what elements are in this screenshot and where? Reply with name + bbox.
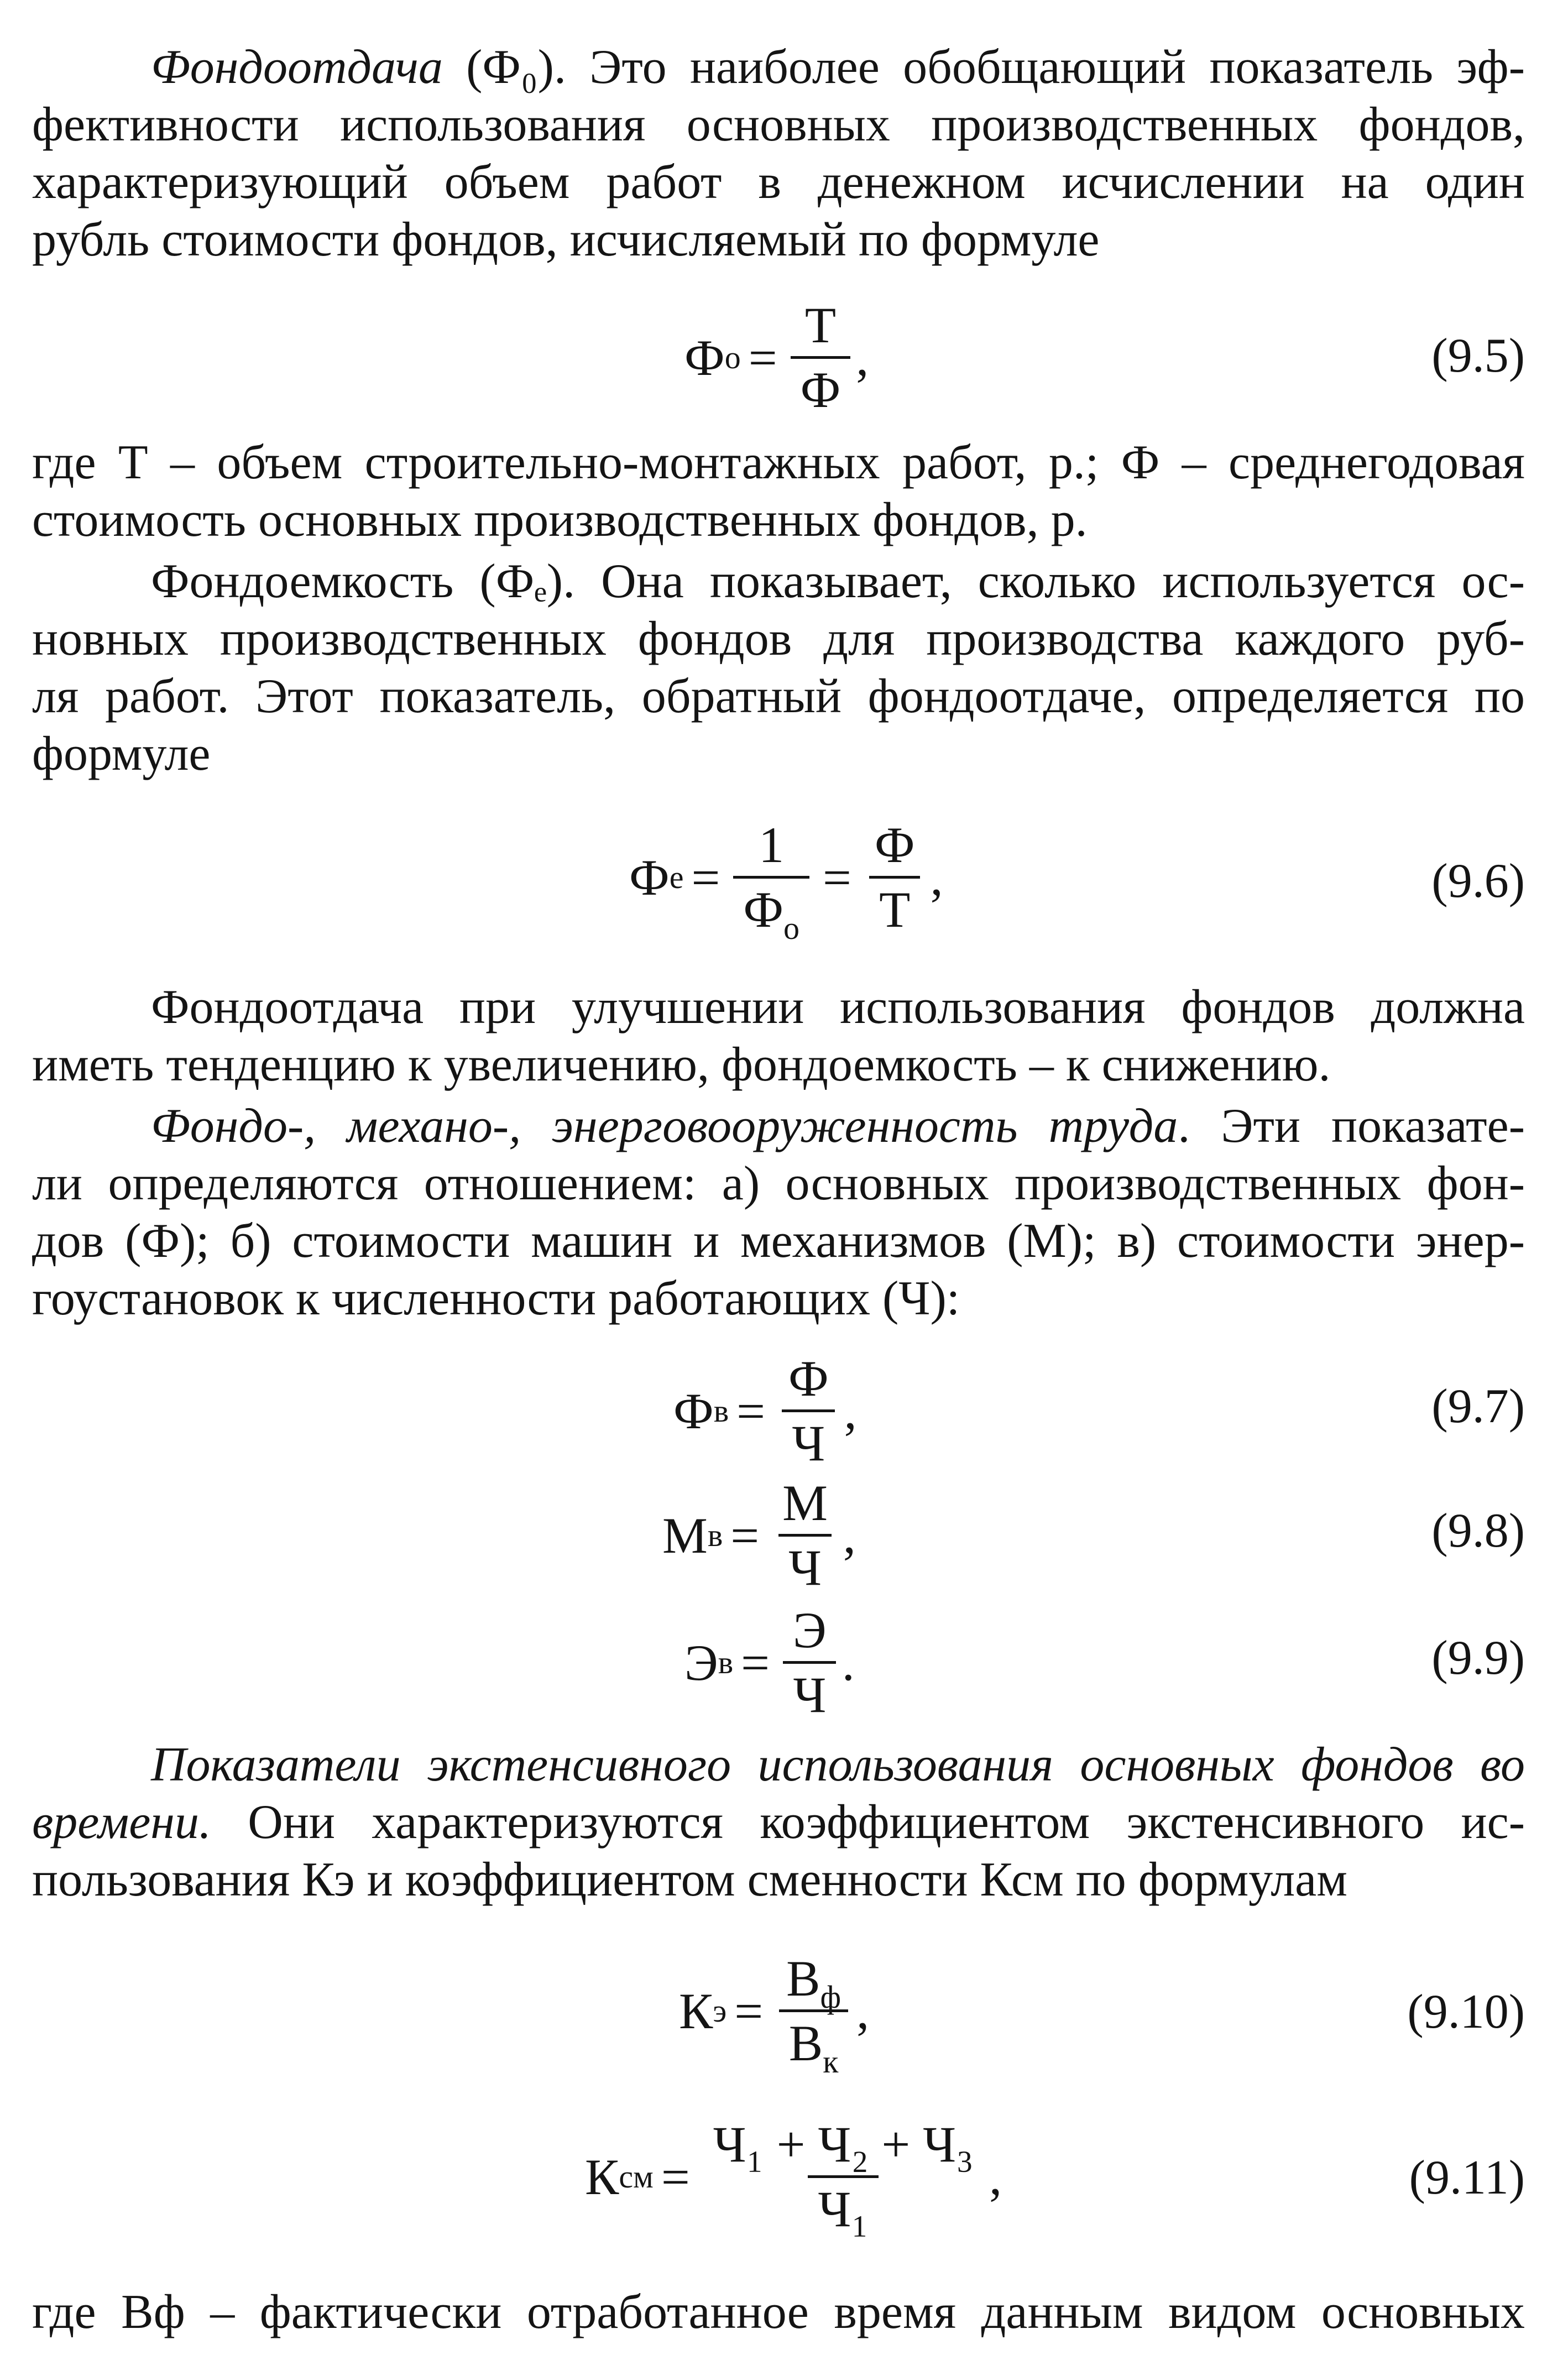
equation-number: (9.8) bbox=[1431, 1504, 1525, 1558]
equation-number: (9.10) bbox=[1407, 1985, 1525, 2039]
paragraph-fondootdacha: Фондоотдача (Ф₀). Это наиболее обобщающий показатель эф- фективности использования основных производственных фондов, характеризующий объем работ в денежном исчислении на один рубль стоимости фондов, исчисляемый по формуле bbox=[32, 40, 1525, 267]
formula-9-11: К см = $\frac{\text{Ч₁ + Ч₂ + Ч₃}}{\text{Ч₁}}$ , (9.11) bbox=[585, 2116, 1525, 2237]
equation-number: (9.7) bbox=[1431, 1380, 1525, 1433]
formula-9-7: Ф в = $\frac{Ф}{Ч}$ , (9.7) bbox=[673, 1350, 1525, 1471]
formula-9-5: Ф о = $\frac{Т}{Ф}$ , (9.5) bbox=[684, 297, 1525, 418]
term-extensive: Показатели экстенсивного использования основных фондов во bbox=[151, 1738, 1525, 1792]
equation-number: (9.9) bbox=[1431, 1631, 1525, 1685]
formula-9-6: Ф е = $\frac{1}{Ф_о}$ = $\frac{Ф}{Т}$ , (9.6) bbox=[629, 817, 1525, 946]
paragraph-where-vf: где Вф – фактически отработанное время данным видом основных bbox=[32, 2285, 1525, 2339]
formula-9-8: М в = $\frac{М}{Ч}$ , (9.8) bbox=[662, 1475, 1525, 1596]
equation-number: (9.6) bbox=[1431, 854, 1525, 908]
term-fondootdacha: Фондоотдача bbox=[151, 40, 443, 94]
paragraph-extensive: Показатели экстенсивного использования основных фондов во времени. Они характеризуются коэффициентом экстенсивного ис- пользования Кэ и коэффициентом сменности Ксм по формулам bbox=[32, 1738, 1525, 1907]
paragraph-tendency: Фондоотдача при улучшении использования фондов должна иметь тенденцию к увеличению, фондоемкость – к снижению. bbox=[32, 980, 1525, 1092]
term-extensive-cont: времени. bbox=[32, 1795, 211, 1849]
paragraph-vooruzhennost: Фондо-, механо-, энерговооруженность труда. Эти показате- ли определяются отношением: а) основных производственных фон- дов (Ф); б) стоимости машин и механизмов (М); в) стоимости энер- гоустановок к численности работающих (Ч): bbox=[32, 1099, 1525, 1325]
paragraph-fondoemkost: Фондоемкость (Фₑ). Она показывает, сколько используется ос- новных производственных фондов для производства каждого руб- ля работ. Этот показатель, обратный фондоотдаче, определяется по формуле bbox=[32, 555, 1525, 781]
term-vooruzhennost: Фондо-, механо-, энерговооруженность труда bbox=[151, 1099, 1178, 1153]
paragraph-where-t: где Т – объем строительно-монтажных работ, р.; Ф – среднегодовая стоимость основных производственных фондов, р. bbox=[32, 436, 1525, 547]
formula-9-10: К э = $\frac{В_ф}{В_к}$ , (9.10) bbox=[679, 1950, 1525, 2080]
equation-number: (9.5) bbox=[1431, 329, 1525, 383]
equation-number: (9.11) bbox=[1409, 2151, 1525, 2205]
formula-9-9: Э в = $\frac{Э}{Ч}$ . (9.9) bbox=[684, 1602, 1525, 1723]
